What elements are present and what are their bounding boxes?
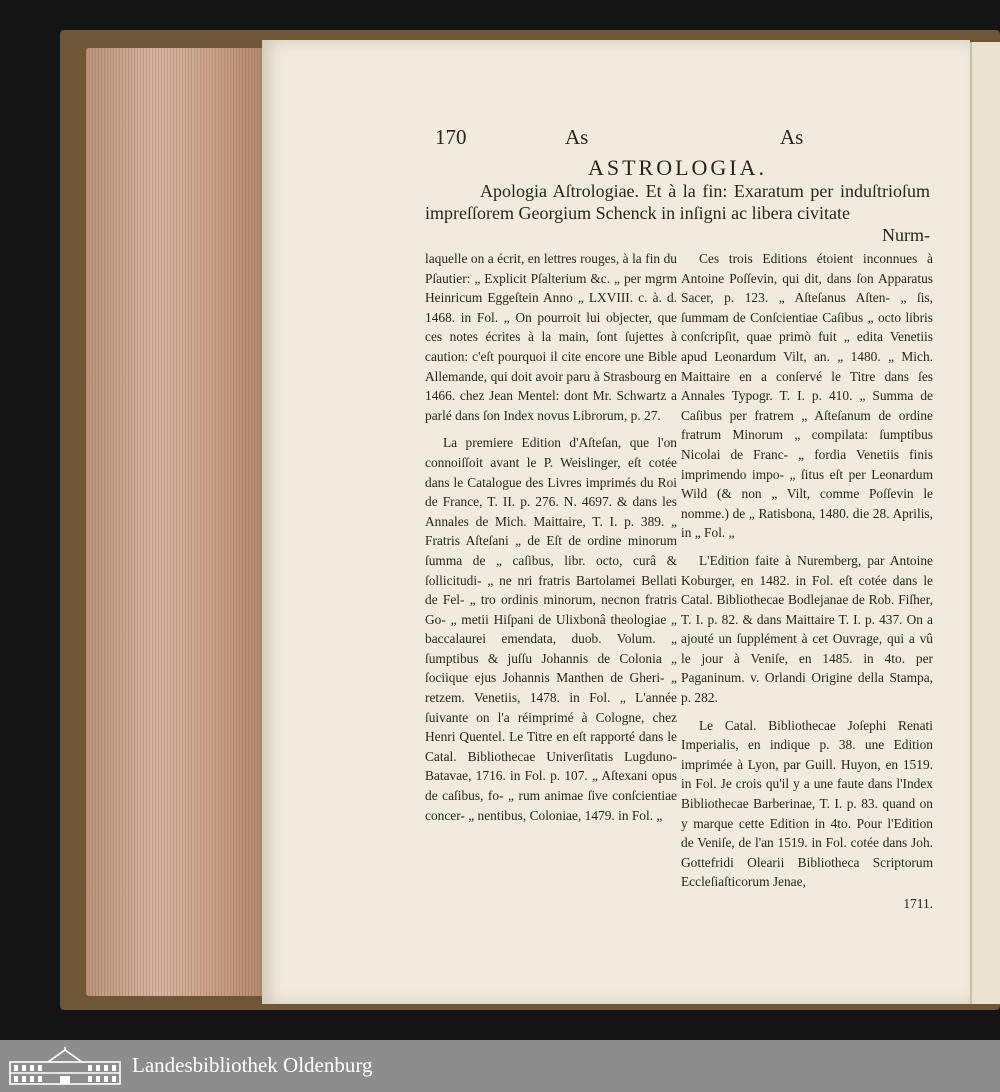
catchword: 1711.	[903, 896, 933, 911]
right-column	[681, 249, 933, 922]
left-column	[425, 249, 677, 833]
library-name: Landesbibliothek Oldenburg	[132, 1053, 373, 1077]
section-title: ASTROLOGIA.	[587, 155, 768, 180]
right-paragraph-1: Ces trois Editions étoient inconnues à Antoine Poſſevin, qui dit, dans ſon Apparatus Sacer, p. 123. „ Aſteſanus Aſten- „ ſis, ſummam de Conſcientiae Caſibus „ octo libris conſcripſit, quae primò fuit „ edita Venetiis apud Leonardum Vilt, an. „ 1480. „ Mich. Maittaire en a conſervé le Titre dans ſes Annales Typogr. T. I. p. 410. „ Summa de Caſibus per fratrem „ Aſteſanum de ordine fratrum Minorum „ compilata: ſumptibus Nicolai de Franc- „ fordia Venetiis finis imprimendo impo- „ ſitus eſt per Leonardum Wild (& non „ Vilt, comme Poſſevin le nomme.) de „ Ratisbona, 1480. die 28. Aprilis, in „ Fol. „	[681, 251, 933, 541]
running-head-right: As	[780, 125, 804, 149]
running-head-left: As	[565, 125, 589, 149]
left-paragraph-2: La premiere Edition d'Aſteſan, que l'on connoiſſoit avant le P. Weislinger, eſt cotée dans le Catalogue des Livres imprimés du Roi de France, T. II. p. 276. N. 4697. & dans les Annales de Mich. Maittaire, T. I. p. 389. „ Fratris Aſteſani „ de Eſt de ordine minorum ſumma de „ caſibus, libr. octo, curâ & ſollicitudi- „ ne nri fratris Bartolamei Bellati de Fel- „ tro ordinis minorum, necnon fratris Go- „ metii Hiſpani de Ulixbonâ theologiae „ baccalaurei emendata, duob. Volum. „ ſumptibus & juſſu Johannis de Colonia „ ſociique ejus Johannis Manthen de Gheri- „ retzem. Venetiis, 1478. in Fol. „ L'année ſuivante on l'a réimprimé à Cologne, chez Henri Quentel. Le Titre en eſt rapporté dans le Catal. Bibliothecae Univerſitatis Lugduno-Batavae, 1716. in Fol. p. 107. „ Aſtexani opus de caſibus, fo- „ rum animae ſive conſcientiae concer- „ nentibus, Coloniae, 1479. in Fol. „	[425, 435, 677, 823]
intro-text: Apologia Aſtrologiae. Et à la fin: Exaratum per induſtrioſum impreſſorem Georgium Schenck in inſigni ac libera civitate	[425, 181, 930, 223]
facing-page-edge	[970, 42, 1000, 1004]
intro-block	[425, 180, 930, 246]
right-paragraph-3: Le Catal. Bibliothecae Joſephi Renati Imperialis, en indique p. 38. une Edition imprimée à Lyon, par Guill. Huyon, en 1519. in Fol. Je crois qu'il y a une faute dans l'Index Bibliothecae Barberinae, T. I. p. 83. quand on y marque cette Edition in 4to. Pour l'Edition de Veniſe, de l'an 1519. in Fol. cotée dans Joh. Gottefridi Olearii Bibliotheca Scriptorum Eccleſiaſticorum Jenae,	[681, 717, 933, 890]
intro-end-word: Nurm-	[882, 225, 930, 245]
running-header	[435, 125, 935, 153]
book-fore-edge	[86, 48, 264, 996]
page-number: 170	[435, 125, 467, 149]
left-paragraph-1: laquelle on a écrit, en lettres rouges, à la fin du Pſautier: „ Explicit Pſalterium &c. „ per mgrm Heinricum Eggeſtein Anno „ LXVIII. c. à. d. 1468. in Fol. „ On pourroit lui objecter, que ces notes écrites à la main, ſont ſujettes à caution: c'eſt pourquoi il cite encore une Bible Allemande, qui doit avoir paru à Strasbourg en 1466. chez Jean Mentel: dont Mr. Schwartz a parlé dans ſon Index novus Librorum, p. 27.	[425, 251, 677, 423]
right-paragraph-2: L'Edition faite à Nuremberg, par Antoine Koburger, en 1482. in Fol. eſt cotée dans le Catal. Bibliothecae Bodlejanae de Rob. Fiſher, T. I. p. 82. & dans Maittaire T. I. p. 437. On a ajouté un ſupplément à cet Ouvrage, qui a vû le jour à Veniſe, en 1485. in 4to. per Paganinum. v. Orlandi Origine della Stampa, p. 282.	[681, 552, 933, 706]
library-building-logo	[8, 1046, 122, 1086]
